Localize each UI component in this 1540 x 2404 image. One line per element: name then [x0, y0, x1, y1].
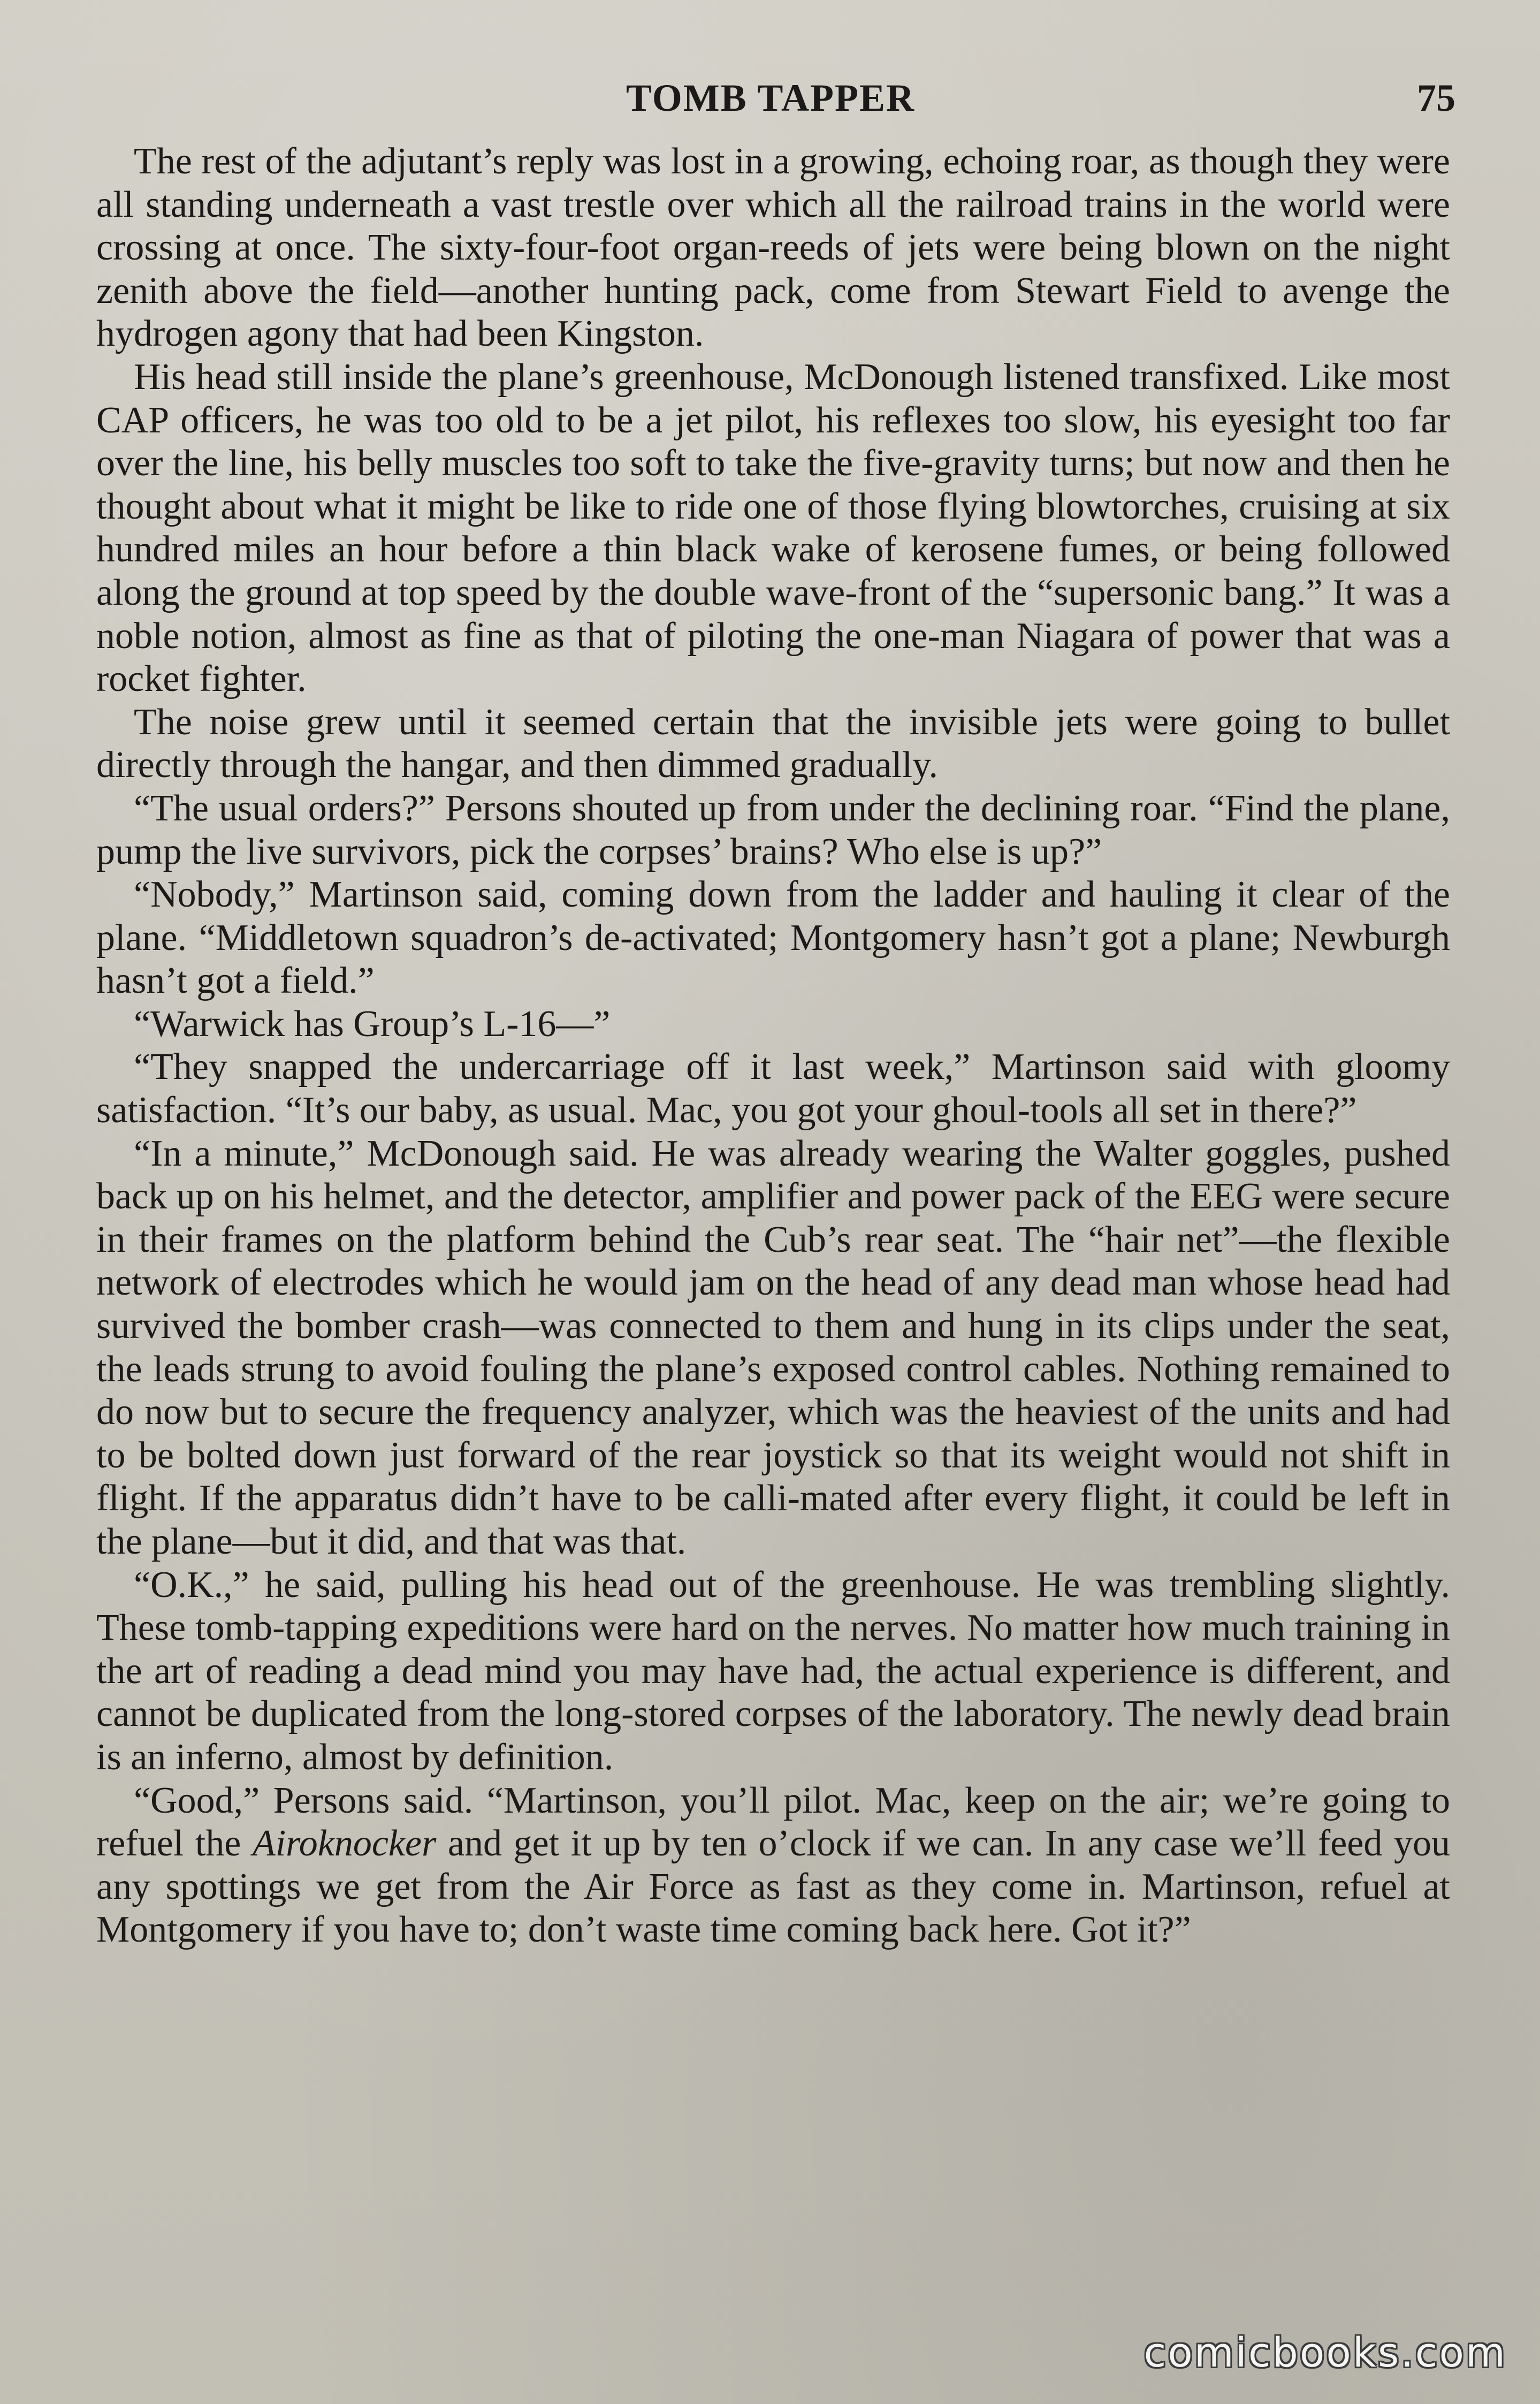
- page-header: [96, 74, 1455, 122]
- paragraph: “Good,” Persons said. “Martinson, you’ll pilot. Mac, keep on the air; we’re going to refuel the Airoknocker and get it up by ten o’clock if we can. In any case we’ll feed you any spottings we get from the Air Force as fast as they come in. Martinson, refuel at Montgomery if you have to; don’t waste time coming back here. Got it?”: [96, 1779, 1450, 1951]
- paragraph: “Nobody,” Martinson said, coming down from the ladder and hauling it clear of the plane. “Middletown squadron’s de-activated; Montgomery hasn’t got a plane; Newburgh hasn’t got a field.”: [96, 874, 1450, 1002]
- paragraph: His head still inside the plane’s greenhouse, McDonough listened transfixed. Like most CAP officers, he was too old to be a jet pilot, his reflexes too slow, his eyesight too far over the line, his belly muscles too soft to take the five-gravity turns; but now and then he thought about what it might be like to ride one of those flying blowtorches, cruising at six hundred miles an hour before a thin black wake of kerosene fumes, or being followed along the ground at top speed by the double wave-front of the “supersonic bang.” It was a noble notion, almost as fine as that of piloting the one-man Niagara of power that was a rocket fighter.: [96, 356, 1450, 700]
- paragraph: The noise grew until it seemed certain that the invisible jets were going to bullet directly through the hangar, and then dimmed gradually.: [96, 701, 1450, 786]
- paragraph: “In a minute,” McDonough said. He was already wearing the Walter goggles, pushed back up on his helmet, and the detector, amplifier and power pack of the EEG were secure in their frames on the platform behind the Cub’s rear seat. The “hair net”—the flexible network of electrodes which he would jam on the head of any dead man whose head had survived the bomber crash—was connected to them and hung in its clips under the seat, the leads strung to avoid fouling the plane’s exposed control cables. Nothing remained to do now but to secure the frequency analyzer, which was the heaviest of the units and had to be bolted down just forward of the rear joystick so that its weight would not shift in flight. If the apparatus didn’t have to be calli-mated after every flight, it could be left in the plane—but it did, and that was that.: [96, 1132, 1450, 1562]
- paragraph: The rest of the adjutant’s reply was lost in a growing, echoing roar, as though they were all standing underneath a vast trestle over which all the railroad trains in the world were crossing at once. The sixty-four-foot organ-reeds of jets were being blown on the night zenith above the field—another hunting pack, come from Stewart Field to avenge the hydrogen agony that had been Kingston.: [96, 141, 1450, 355]
- ship-name: Airoknocker: [252, 1823, 437, 1865]
- running-title: TOMB TAPPER: [626, 77, 916, 119]
- paragraph: “Warwick has Group’s L-16—”: [134, 1003, 611, 1045]
- paragraph: “They snapped the undercarriage off it last week,” Martinson said with gloomy satisfaction. “It’s our baby, as usual. Mac, you got your ghoul-tools all set in there?”: [96, 1046, 1450, 1131]
- body-text: [96, 140, 1450, 1952]
- paragraph: “The usual orders?” Persons shouted up from under the declining roar. “Find the plane, pump the live survivors, pick the corpses’ brains? Who else is up?”: [96, 787, 1450, 872]
- watermark: comicbooks.com: [1143, 2329, 1507, 2376]
- page-number: 75: [1417, 77, 1455, 119]
- paragraph: “O.K.,” he said, pulling his head out of the greenhouse. He was trembling slightly. These tomb-tapping expeditions were hard on the nerves. No matter how much training in the art of reading a dead mind you may have had, the actual experience is different, and cannot be duplicated from the long-stored corpses of the laboratory. The newly dead brain is an inferno, almost by definition.: [96, 1564, 1450, 1778]
